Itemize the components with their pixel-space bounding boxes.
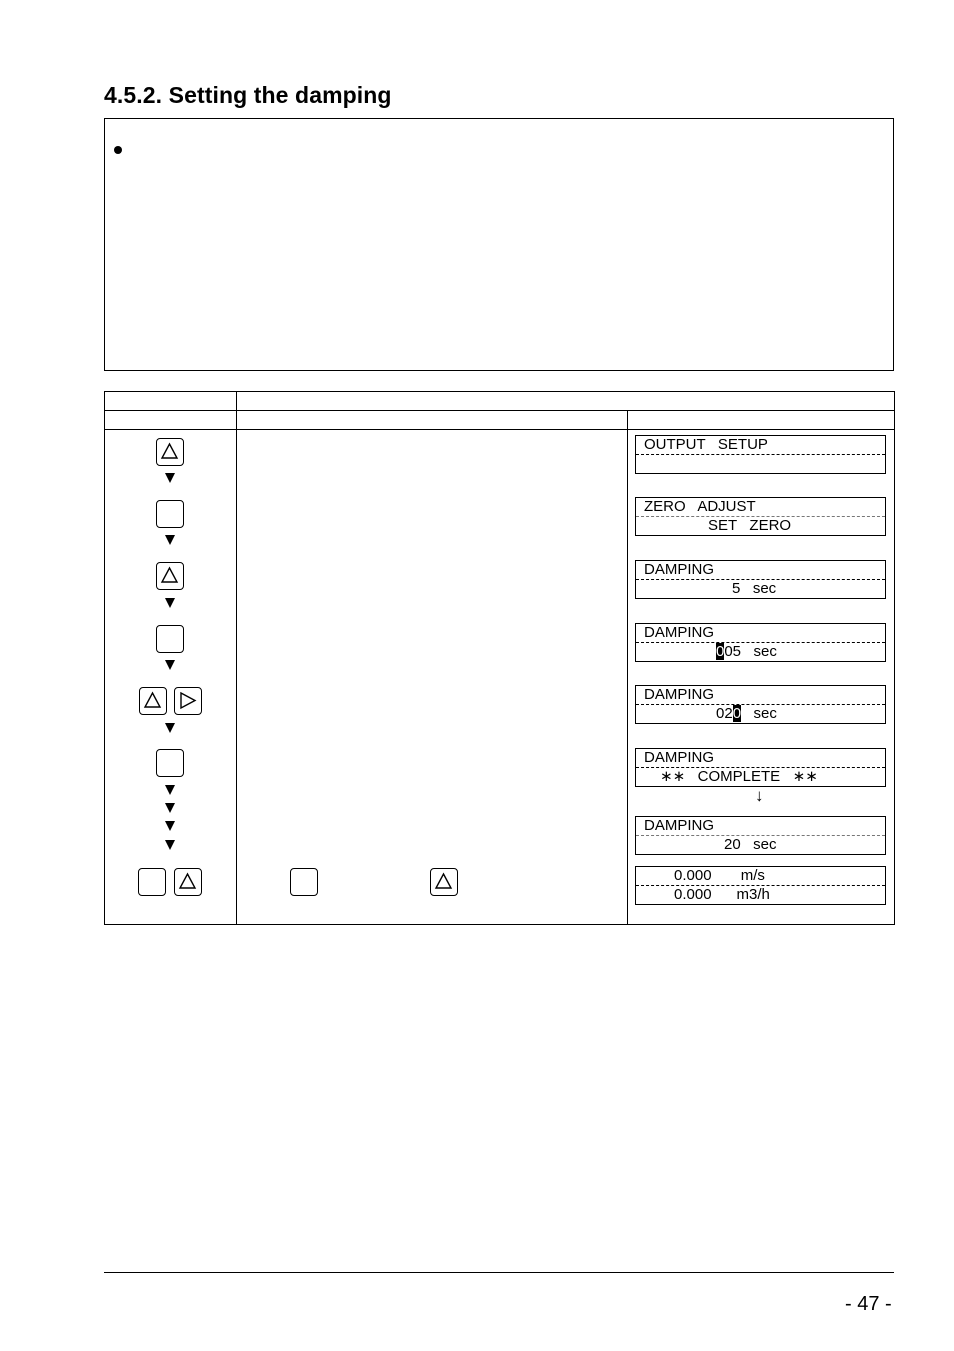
lcd-display bbox=[635, 623, 886, 662]
up-triangle-icon bbox=[175, 869, 200, 894]
lcd-line-2-post: sec bbox=[741, 705, 777, 722]
up-triangle-icon bbox=[157, 563, 182, 588]
lcd-display bbox=[635, 685, 886, 724]
bullet-icon bbox=[114, 146, 122, 154]
enter-key[interactable] bbox=[156, 500, 184, 528]
lcd-line-1: DAMPING bbox=[644, 561, 715, 578]
lcd-display bbox=[635, 497, 886, 536]
lcd-line-2: ∗∗ COMPLETE ∗∗ bbox=[660, 768, 818, 785]
down-arrow-icon bbox=[165, 598, 175, 608]
lcd-cursor: 0 bbox=[732, 705, 742, 722]
lcd-line-2 bbox=[716, 705, 777, 723]
column-divider-2 bbox=[627, 410, 628, 924]
lcd-line-2-rest: 05 sec bbox=[724, 643, 777, 660]
down-arrow-icon bbox=[165, 785, 175, 795]
lcd-line-1: DAMPING bbox=[644, 749, 715, 766]
down-arrow-icon bbox=[165, 723, 175, 733]
table-header-rule-1 bbox=[105, 410, 894, 411]
lcd-line-2: 20 sec bbox=[724, 836, 777, 853]
up-triangle-icon bbox=[140, 688, 165, 713]
up-key[interactable] bbox=[430, 868, 458, 896]
up-triangle-icon bbox=[431, 869, 456, 894]
lcd-line-2: 5 sec bbox=[732, 580, 777, 597]
section-title: 4.5.2. Setting the damping bbox=[104, 82, 392, 108]
down-arrow-icon bbox=[165, 473, 175, 483]
enter-key[interactable] bbox=[156, 625, 184, 653]
lcd-line-1: OUTPUT SETUP bbox=[644, 436, 768, 453]
enter-key[interactable] bbox=[138, 868, 166, 896]
footer-rule bbox=[104, 1272, 894, 1273]
lcd-display bbox=[635, 816, 886, 855]
lcd-display bbox=[635, 560, 886, 599]
page-number: - 47 - bbox=[845, 1293, 892, 1315]
column-divider-1 bbox=[236, 392, 237, 924]
up-key[interactable] bbox=[156, 562, 184, 590]
enter-key[interactable] bbox=[290, 868, 318, 896]
lcd-line-2-pre: 02 bbox=[716, 705, 733, 722]
transition-arrow: ↓ bbox=[755, 786, 764, 805]
down-arrow-icon bbox=[165, 535, 175, 545]
up-triangle-icon bbox=[157, 439, 182, 464]
lcd-line-1: DAMPING bbox=[644, 686, 715, 703]
lcd-display bbox=[635, 435, 886, 474]
down-arrow-icon bbox=[165, 840, 175, 850]
right-key[interactable] bbox=[174, 687, 202, 715]
up-key[interactable] bbox=[139, 687, 167, 715]
notice-box bbox=[104, 118, 894, 371]
lcd-line-2: 0.000 m3/h bbox=[674, 886, 770, 903]
down-arrow-icon bbox=[165, 660, 175, 670]
down-arrow-icon bbox=[165, 803, 175, 813]
lcd-line-1: ZERO ADJUST bbox=[644, 498, 756, 515]
up-key[interactable] bbox=[174, 868, 202, 896]
right-triangle-icon bbox=[175, 688, 200, 713]
up-key[interactable] bbox=[156, 438, 184, 466]
lcd-line-2: SET ZERO bbox=[708, 517, 792, 534]
lcd-line-1: 0.000 m/s bbox=[674, 867, 765, 884]
table-header-rule-2 bbox=[105, 429, 894, 430]
enter-key[interactable] bbox=[156, 749, 184, 777]
lcd-display bbox=[635, 866, 886, 905]
lcd-line-2 bbox=[716, 643, 777, 661]
down-arrow-icon bbox=[165, 821, 175, 831]
lcd-line-1: DAMPING bbox=[644, 624, 715, 641]
lcd-line-1: DAMPING bbox=[644, 817, 715, 834]
lcd-display bbox=[635, 748, 886, 787]
lcd-cursor: 0 bbox=[716, 643, 725, 660]
